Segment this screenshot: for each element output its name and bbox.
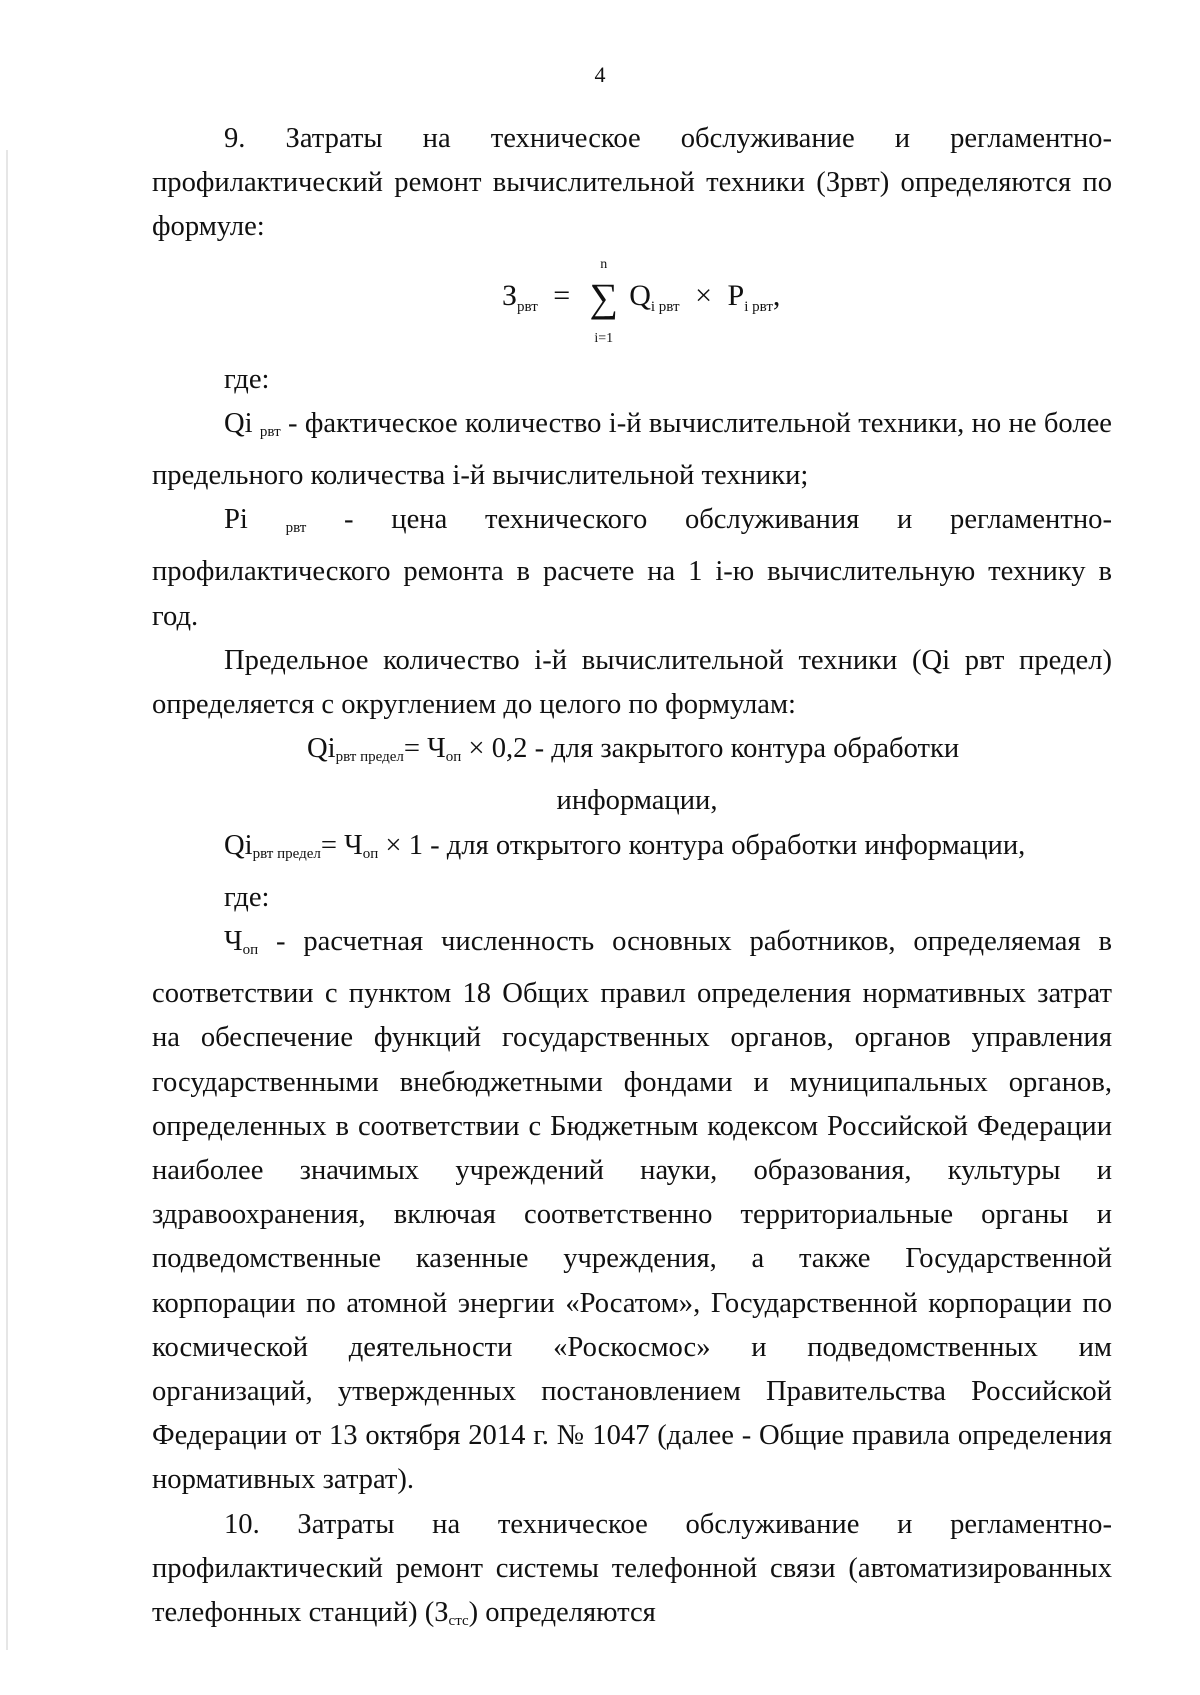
document-body — [152, 117, 1112, 1643]
formula-lhs: З — [502, 278, 518, 312]
formula-closed-contour — [152, 727, 1112, 779]
definition-p-symbol: Pi — [224, 504, 248, 536]
sum-lower-limit: i=1 — [594, 330, 614, 346]
paragraph-10-text: 10. Затраты на техническое обслуживание и регламентно-профилактический ремонт системы телефонной связи (автоматизированных телефонных станций) (З — [152, 1508, 1112, 1629]
formula-equals: = — [553, 278, 571, 312]
page-number: 4 — [594, 62, 606, 87]
formula-closed-rhs: = Ч — [403, 733, 446, 765]
definition-p-text: - цена технического обслуживания и регламентно-профилактического ремонта в расчете на 1 i-ю вычислительную технику в год. — [152, 504, 1112, 632]
formula-closed-q: Qi — [307, 733, 336, 765]
formula-comma: , — [772, 278, 781, 312]
formula-q: Q — [629, 278, 651, 312]
formula-open-q: Qi — [224, 829, 253, 861]
formula-q-sub: i рвт — [650, 298, 680, 315]
definition-p-sub: рвт — [285, 520, 307, 537]
paragraph-9-text: 9. Затраты на техническое обслуживание и регламентно- — [224, 123, 1112, 154]
definition-chop-text: - расчетная численность основных работников, определяемая в соответствии с пунктом 18 Общих правил определения нормативных затрат на обеспечение функций государственных органов, органов управления государственными внебюджетными фондами и муниципальных органов, определенных в соответствии с Бюджетным кодексом Российской Федерации наиболее значимых учреждений науки, образования, культуры и здравоохранения, включая соответственно территориальные органы и подведомственные казенные учреждения, а также Государственной корпорации по атомной энергии «Росатом», Государственной корпорации по космической деятельности «Роскосмос» и подведомственных им организаций, утвержденных постановлением Правительства Российской Федерации от 13 октября 2014 г. № 1047 (далее - Общие правила определения нормативных затрат). — [152, 926, 1112, 1496]
paragraph-10-tail: ) определяются — [468, 1597, 656, 1629]
sum-symbol — [586, 256, 622, 346]
definition-q-text: - фактическое количество i-й вычислительной техники, но не более предельного количества i-й вычислительной техники; — [152, 407, 1112, 492]
formula-open-rhs: = Ч — [320, 829, 363, 861]
definition-q — [152, 402, 1112, 498]
formula-open-rhs-sub: оп — [362, 845, 379, 862]
formula-open-sub: рвт предел — [252, 845, 321, 862]
definition-p — [152, 498, 1112, 639]
formula-lhs-sub: рвт — [517, 298, 538, 315]
formula-p: P — [727, 278, 745, 312]
where-label: где: — [224, 363, 270, 395]
formula-closed-rhs-post: × 0,2 - для закрытого контура обработки — [461, 733, 960, 765]
definition-chop — [152, 920, 1112, 1503]
where-label-2: где: — [224, 881, 270, 913]
paragraph-9-rest: профилактический ремонт вычислительной техники (Зрвт) определяются по формуле: — [152, 167, 1112, 243]
definition-chop-symbol: Ч — [224, 926, 243, 958]
formula-closed-rhs-sub: оп — [445, 749, 462, 766]
definition-q-symbol: Qi — [224, 407, 253, 439]
sum-upper-limit: n — [600, 256, 608, 272]
formula-times: × — [695, 278, 712, 312]
limit-intro: Предельное количество i-й вычислительной техники (Qi рвт предел) определяется с округлением до целого по формулам: — [152, 644, 1112, 721]
paragraph-9 — [152, 117, 1112, 250]
sigma-glyph: ∑ — [589, 274, 618, 320]
definition-chop-sub: оп — [242, 942, 259, 959]
definition-q-sub: рвт — [259, 423, 281, 440]
formula-zrvt — [152, 250, 1112, 358]
formula-open-contour — [152, 824, 1112, 876]
scan-edge-line — [6, 150, 8, 1650]
paragraph-10 — [152, 1503, 1112, 1644]
paragraph-10-sub: стс — [448, 1613, 469, 1630]
formula-closed-continuation: информации, — [556, 785, 718, 817]
formula-closed-sub: рвт предел — [335, 749, 404, 766]
formula-open-rhs-post: × 1 - для открытого контура обработки информации, — [378, 829, 1026, 861]
formula-p-sub: i рвт — [744, 298, 773, 315]
